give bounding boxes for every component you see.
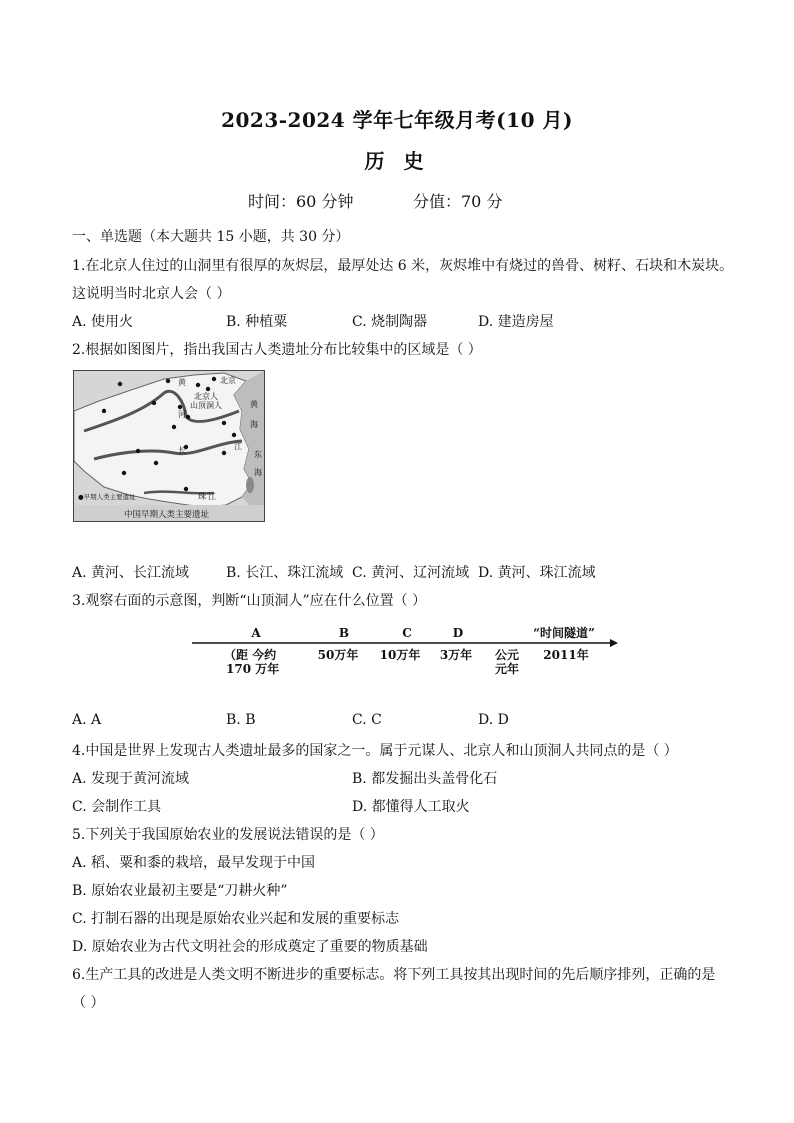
site-dot: [178, 405, 182, 409]
site-dot: [136, 449, 140, 453]
q1-stem-line1: 1.在北京人住过的山洞里有很厚的灰烬层，最厚处达 6 米，灰烬堆中有烧过的兽骨、树籽、石块和木炭块。: [72, 258, 734, 274]
site-dot: [186, 415, 190, 419]
q5-option-c: C. 打制石器的出现是原始农业兴起和发展的重要标志: [72, 911, 400, 927]
site-dot: [184, 487, 188, 491]
map-label: 长: [178, 446, 186, 455]
site-dot: [232, 433, 236, 437]
site-dot: [222, 451, 226, 455]
timeline-tick-170-line2: 170 万年: [226, 662, 280, 676]
site-dot: [118, 382, 122, 386]
section-heading: 一、单选题（本大题共 15 小题，共 30 分）: [72, 229, 350, 245]
q3-option-a: A. A: [72, 712, 102, 728]
timeline-label-c: C: [402, 626, 412, 640]
q1-stem-line2: 这说明当时北京人会（ ）: [72, 286, 231, 302]
subject-title: 历 史: [364, 149, 430, 173]
map-legend: ●早期人类主要遗址: [78, 493, 136, 501]
map-label: 珠: [198, 492, 206, 501]
q2-option-c: C. 黄河、辽河流域: [352, 565, 470, 581]
q5-option-d: D. 原始农业为古代文明社会的形成奠定了重要的物质基础: [72, 939, 428, 955]
q2-option-a: A. 黄河、长江流域: [72, 565, 190, 581]
q1-option-c: C. 烧制陶器: [352, 314, 428, 330]
q2-option-d: D. 黄河、珠江流域: [478, 565, 596, 581]
time-tunnel-diagram: [190, 620, 620, 690]
map-label: 江: [234, 442, 242, 451]
q5-stem: 5.下列关于我国原始农业的发展说法错误的是（ ）: [72, 827, 384, 843]
early-human-sites-map: [73, 370, 265, 522]
timeline-tick-10: 10万年: [379, 648, 421, 662]
q4-option-d: D. 都懂得人工取火: [352, 799, 470, 815]
q3-option-b: B. B: [226, 712, 256, 728]
timeline-tunnel-title: “时间隧道”: [533, 626, 595, 640]
map-label: 黄: [250, 400, 258, 409]
site-dot: [222, 421, 226, 425]
map-label: 海: [250, 420, 258, 429]
timeline-tick-2011: 2011年: [543, 648, 589, 662]
q4-option-c: C. 会制作工具: [72, 799, 162, 815]
china-map-graphic: [74, 371, 264, 521]
site-dot: [154, 461, 158, 465]
timeline-tick-ad-line2: 元年: [494, 662, 520, 676]
q1-option-b: B. 种植粟: [226, 314, 288, 330]
taiwan-island: [246, 477, 254, 493]
site-dot: [152, 401, 156, 405]
map-caption: 中国早期人类主要遗址: [124, 510, 210, 520]
map-label: 山顶洞人: [190, 401, 222, 410]
timeline-label-a: A: [251, 626, 261, 640]
map-label: 海: [254, 468, 262, 477]
timeline-tick-ad-line1: 公元: [494, 648, 520, 662]
q5-option-a: A. 稻、粟和黍的栽培，最早发现于中国: [72, 855, 316, 871]
q4-stem: 4.中国是世界上发现古人类遗址最多的国家之一。属于元谋人、北京人和山顶洞人共同点的是（ ）: [72, 743, 678, 759]
site-dot: [122, 471, 126, 475]
timeline-label-d: D: [452, 626, 464, 640]
q3-stem: 3.观察右面的示意图，判断“山顶洞人”应在什么位置（ ）: [72, 593, 427, 609]
site-dot: [166, 379, 170, 383]
q4-option-a: A. 发现于黄河流域: [72, 771, 190, 787]
q2-stem: 2.根据如图图片，指出我国古人类遗址分布比较集中的区域是（ ）: [72, 342, 482, 358]
timeline-tick-50: 50万年: [317, 648, 359, 662]
site-dot: [196, 383, 200, 387]
map-label: 北京: [220, 376, 236, 385]
q2-option-b: B. 长江、珠江流域: [226, 565, 344, 581]
q1-option-a: A. 使用火: [72, 314, 134, 330]
timeline-tick-3: 3万年: [439, 648, 473, 662]
q1-option-d: D. 建造房屋: [478, 314, 554, 330]
timeline-graphic: [190, 620, 620, 690]
page-title: 2023-2024 学年七年级月考(10 月): [221, 108, 573, 132]
q5-option-b: B. 原始农业最初主要是“刀耕火种”: [72, 883, 288, 899]
timeline-tick-170-line1: （距 今约: [224, 648, 277, 662]
site-dot: [172, 425, 176, 429]
map-label: 东: [254, 450, 262, 459]
timeline-label-b: B: [338, 626, 350, 640]
q6-stem-line1: 6.生产工具的改进是人类文明不断进步的重要标志。将下列工具按其出现时间的先后顺序排列，正确的是: [72, 967, 716, 983]
q4-option-b: B. 都发掘出头盖骨化石: [352, 771, 498, 787]
q3-option-d: D. D: [478, 712, 509, 728]
q3-option-c: C. C: [352, 712, 382, 728]
map-label: 北京人: [194, 392, 218, 401]
exam-time: 时间：60 分钟: [248, 192, 354, 211]
map-label: 江: [208, 492, 216, 501]
map-label: 黄: [178, 378, 186, 387]
site-dot: [206, 387, 210, 391]
map-label: 河: [178, 410, 186, 419]
q6-stem-line2: （ ）: [72, 995, 105, 1011]
site-dot: [212, 377, 216, 381]
timeline-arrow-icon: [610, 639, 618, 647]
exam-score: 分值：70 分: [413, 192, 503, 211]
site-dot: [102, 409, 106, 413]
